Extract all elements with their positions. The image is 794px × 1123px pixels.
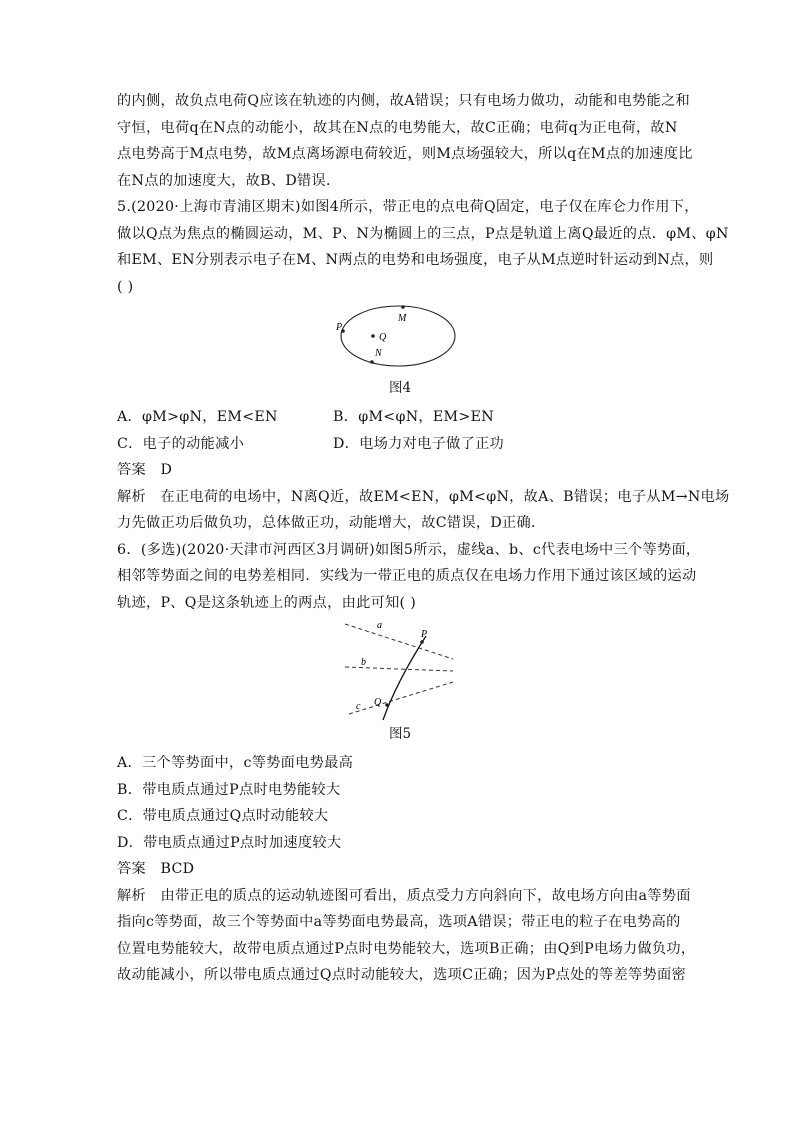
text-line: 在N点的加速度大，故B、D错误．: [117, 172, 341, 189]
label-p: P: [421, 629, 428, 640]
question-stem-line: 6．(多选)(2020·天津市河西区3月调研)如图5所示，虚线a、b、c代表电场中三个等势面，: [117, 541, 701, 558]
option-b: B．带电质点通过P点时电势能较大: [117, 781, 341, 798]
question-stem-line: 做以Q点为焦点的椭圆运动，M、P、N为椭圆上的三点，P点是轨道上离Q最近的点．φM、φN: [117, 225, 729, 242]
equipotential-diagram: [117, 616, 683, 724]
figure-caption: 图5: [388, 726, 412, 742]
option-a: A．三个等势面中，c等势面电势最高: [117, 755, 354, 771]
option-d: D．电场力对电子做了正功: [333, 435, 505, 452]
figure-caption: 图4: [388, 380, 412, 396]
options-row: [117, 404, 683, 431]
label-q: Q: [374, 697, 382, 708]
equipotential-c: [349, 682, 453, 714]
label-c: c: [356, 701, 361, 712]
answer-line: 答案 BCD: [117, 861, 195, 877]
figure-5: [117, 616, 683, 724]
label-n: N: [375, 348, 382, 359]
label-b: b: [361, 657, 366, 668]
point-m: [401, 305, 405, 309]
question-5: [117, 194, 730, 537]
analysis-line: 故动能减小，所以带电质点通过Q点时动能较大，选项C正确；因为P点处的等差等势面密: [117, 967, 686, 983]
option-c: C．电子的动能减小: [117, 435, 245, 452]
document-page: [117, 88, 730, 989]
text-line: 的内侧，故负点电荷Q应该在轨迹的内侧，故A错误；只有电场力做功，动能和电势能之和: [117, 93, 691, 109]
point-q: [385, 703, 389, 707]
question-stem-line: 轨迹，P、Q是这条轨迹上的两点，由此可知( ): [117, 594, 417, 611]
question-stem-line: 和EM、EN分别表示电子在M、N两点的电势和电场强度，电子从M点逆时针运动到N点，则: [117, 252, 714, 268]
point-n: [370, 360, 374, 364]
question-stem-line: 相邻等势面之间的电势差相同．实线为一带正电的质点仅在电场力作用下通过该区域的运动: [117, 568, 697, 584]
option-a: A．φM>φN，EM<EN: [117, 409, 278, 425]
text-line: 守恒，电荷q在N点的动能小，故其在N点的电势能大，故C正确；电荷q为正电荷，故N: [117, 119, 678, 136]
analysis-line: 力先做正功后做负功，总体做正功，动能增大，故C错误，D正确．: [117, 515, 546, 531]
option-c: C．带电质点通过Q点时动能较大: [117, 808, 329, 824]
point-q: [371, 334, 375, 338]
answer-line: 答案 D: [117, 462, 173, 478]
analysis-line: 解析 在正电荷的电场中，N离Q近，故EM<EN，φM<φN，故A、B错误；电子从M→N电场: [117, 488, 730, 505]
ellipse-orbit-diagram: [117, 300, 683, 376]
top-paragraph: [117, 88, 693, 194]
equipotential-a: [345, 624, 453, 659]
analysis-line: 位置电势能较大，故带电质点通过P点时电势能较大，选项B正确；由Q到P电场力做负功，: [117, 940, 696, 957]
text-line: 点电势高于M点电势，故M点离场源电荷较近，则M点场强较大，所以q在M点的加速度比: [117, 146, 693, 162]
option-b: B．φM<φN，EM>EN: [333, 409, 494, 425]
point-p: [420, 640, 424, 644]
label-a: a: [377, 620, 382, 631]
question-stem-line: ( ): [117, 278, 134, 295]
figure-4: [117, 300, 683, 376]
label-q: Q: [379, 332, 387, 343]
question-stem-line: 5.(2020·上海市青浦区期末)如图4所示，带正电的点电荷Q固定，电子仅在库仑力作用下，: [117, 199, 699, 215]
analysis-line: 解析 由带正电的质点的运动轨迹图可看出，质点受力方向斜向下，故电场方向由a等势面: [117, 887, 691, 904]
options-row: [117, 431, 683, 458]
analysis-line: 指向c等势面，故三个等势面中a等势面电势最高，选项A错误；带正电的粒子在电势高的: [117, 914, 681, 930]
question-6: [117, 537, 701, 989]
label-m: M: [398, 313, 407, 324]
option-d: D．带电质点通过P点时加速度较大: [117, 834, 342, 851]
label-p: P: [336, 322, 343, 333]
